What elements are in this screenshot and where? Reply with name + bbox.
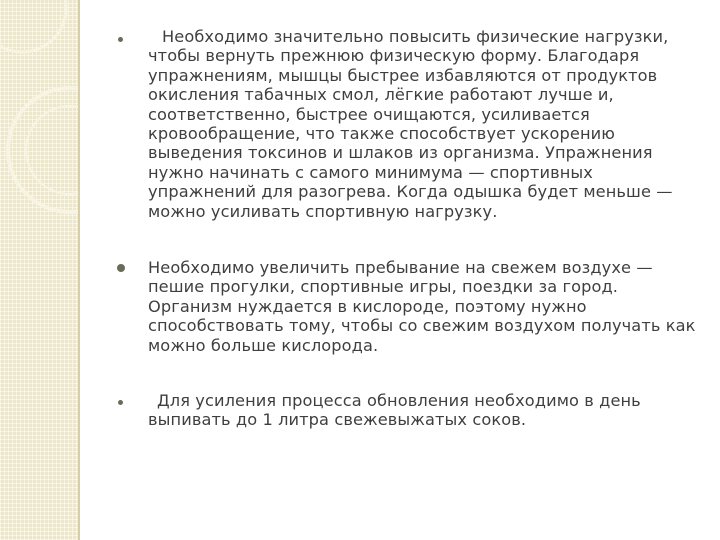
side-divider — [78, 0, 80, 540]
bullet-text: Необходимо увеличить пребывание на свежем воздухе — пешие прогулки, спортивные игры, поездки за город. Организм нуждается в кислороде, поэтому нужно способствовать тому, чтобы со свежим воздухом получать как можно больше кислорода. — [148, 258, 696, 355]
bullet-dot-icon — [118, 37, 123, 42]
slide-body — [108, 0, 698, 540]
bullet-item — [108, 391, 698, 430]
bullet-dot-icon — [118, 400, 123, 405]
bullet-text: Для усиления процесса обновления необходимо в день выпивать до 1 литра свежевыжатых соков. — [148, 391, 641, 430]
circle-ornament-icon — [0, 0, 78, 540]
bullet-item — [108, 258, 698, 355]
bullet-item — [108, 27, 698, 221]
bullet-text: Необходимо значительно повысить физические нагрузки, чтобы вернуть прежнюю физическую форму. Благодаря упражнениям, мышцы быстрее избавляются от продуктов окисления табачных смол, лёгкие работают лучше и, соответственно, быстрее очищаются, усиливается кровообращение, что также способствует ускорению выведения токсинов и шлаков из организма. Упражнения нужно начинать с самого минимума — спортивных упражнений для разогрева. Когда одышка будет меньше — можно усиливать спортивную нагрузку. — [148, 27, 673, 221]
bullet-dot-icon — [117, 264, 125, 272]
decorative-side-panel — [0, 0, 78, 540]
